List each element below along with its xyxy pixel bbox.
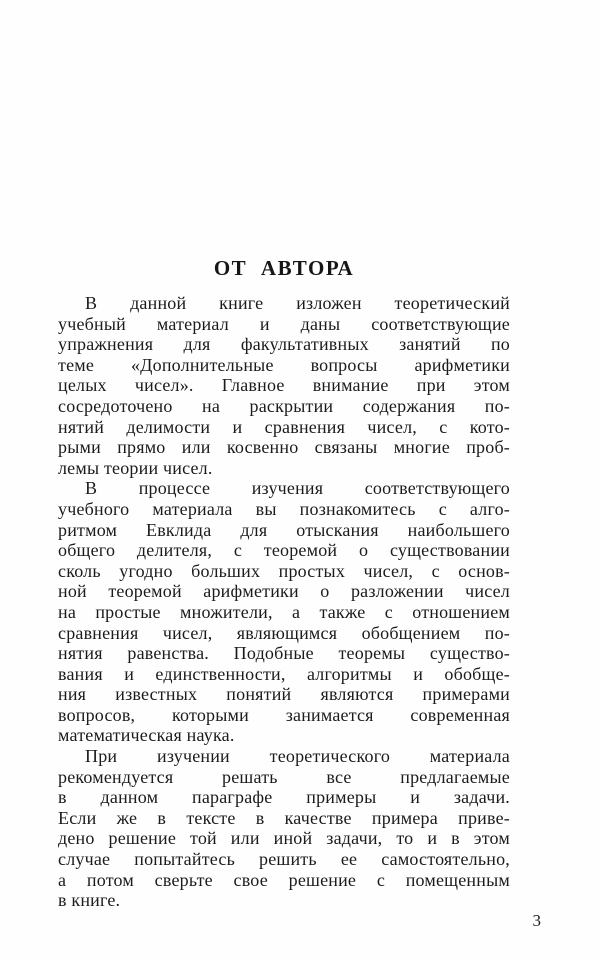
text-line: общего делителя, с теоремой о существовании (58, 540, 510, 561)
text-line: В данной книге изложен теоретический (85, 293, 510, 313)
text-line: в данном параграфе примеры и задачи. (58, 787, 510, 808)
text-line: сколь угодно больших простых чисел, с основ- (58, 560, 510, 581)
text-line: ния известных понятий являются примерами (58, 684, 510, 705)
text-line: В процессе изучения соответствующего (85, 478, 510, 499)
text-line: нятия равенства. Подобные теоремы существо- (58, 643, 510, 664)
text-line: нятий делимости и сравнения чисел, с кото- (58, 416, 510, 437)
text-line: целых чисел». Главное внимание при этом (58, 375, 510, 396)
text-line: на простые множители, а также с отношением (58, 601, 510, 622)
text-line: а потом сверьте свое решение с помещенным (58, 869, 510, 890)
text-line: случае попытайтесь решить ее самостоятельно, (58, 849, 510, 870)
text-line: дено решение той или иной задачи, то и в этом (58, 828, 510, 849)
text-line: рекомендуется решать все предлагаемые (58, 766, 510, 787)
page-number: 3 (532, 911, 541, 930)
text-line: вопросов, которыми занимается современная (58, 704, 510, 725)
text-line: теме «Дополнительные вопросы арифметики (58, 354, 510, 375)
text-line: рыми прямо или косвенно связаны многие проб- (58, 437, 510, 458)
text-line: учебного материала вы познакомитесь с алго- (58, 498, 510, 519)
text-line: математическая наука. (58, 725, 235, 746)
text-line: в книге. (58, 890, 121, 911)
text-line: ритмом Евклида для отыскания наибольшего (58, 519, 510, 540)
text-line: вания и единственности, алгоритмы и обобще- (58, 663, 510, 684)
text-line: упражнения для факультативных занятий по (58, 334, 510, 355)
text-line: лемы теории чисел. (58, 457, 213, 478)
text-line: сосредоточено на раскрытии содержания по- (58, 395, 510, 416)
text-line: ной теоремой арифметики о разложении чисел (58, 581, 510, 602)
text-line: При изучении теоретического материала (85, 746, 510, 767)
text-line: Если же в тексте в качестве примера приве- (58, 807, 510, 828)
body-text (58, 293, 510, 911)
text-line: учебный материал и даны соответствующие (58, 313, 510, 334)
page-title: ОТ АВТОРА (213, 256, 355, 280)
text-line: сравнения чисел, являющимся обобщением по- (58, 622, 510, 643)
